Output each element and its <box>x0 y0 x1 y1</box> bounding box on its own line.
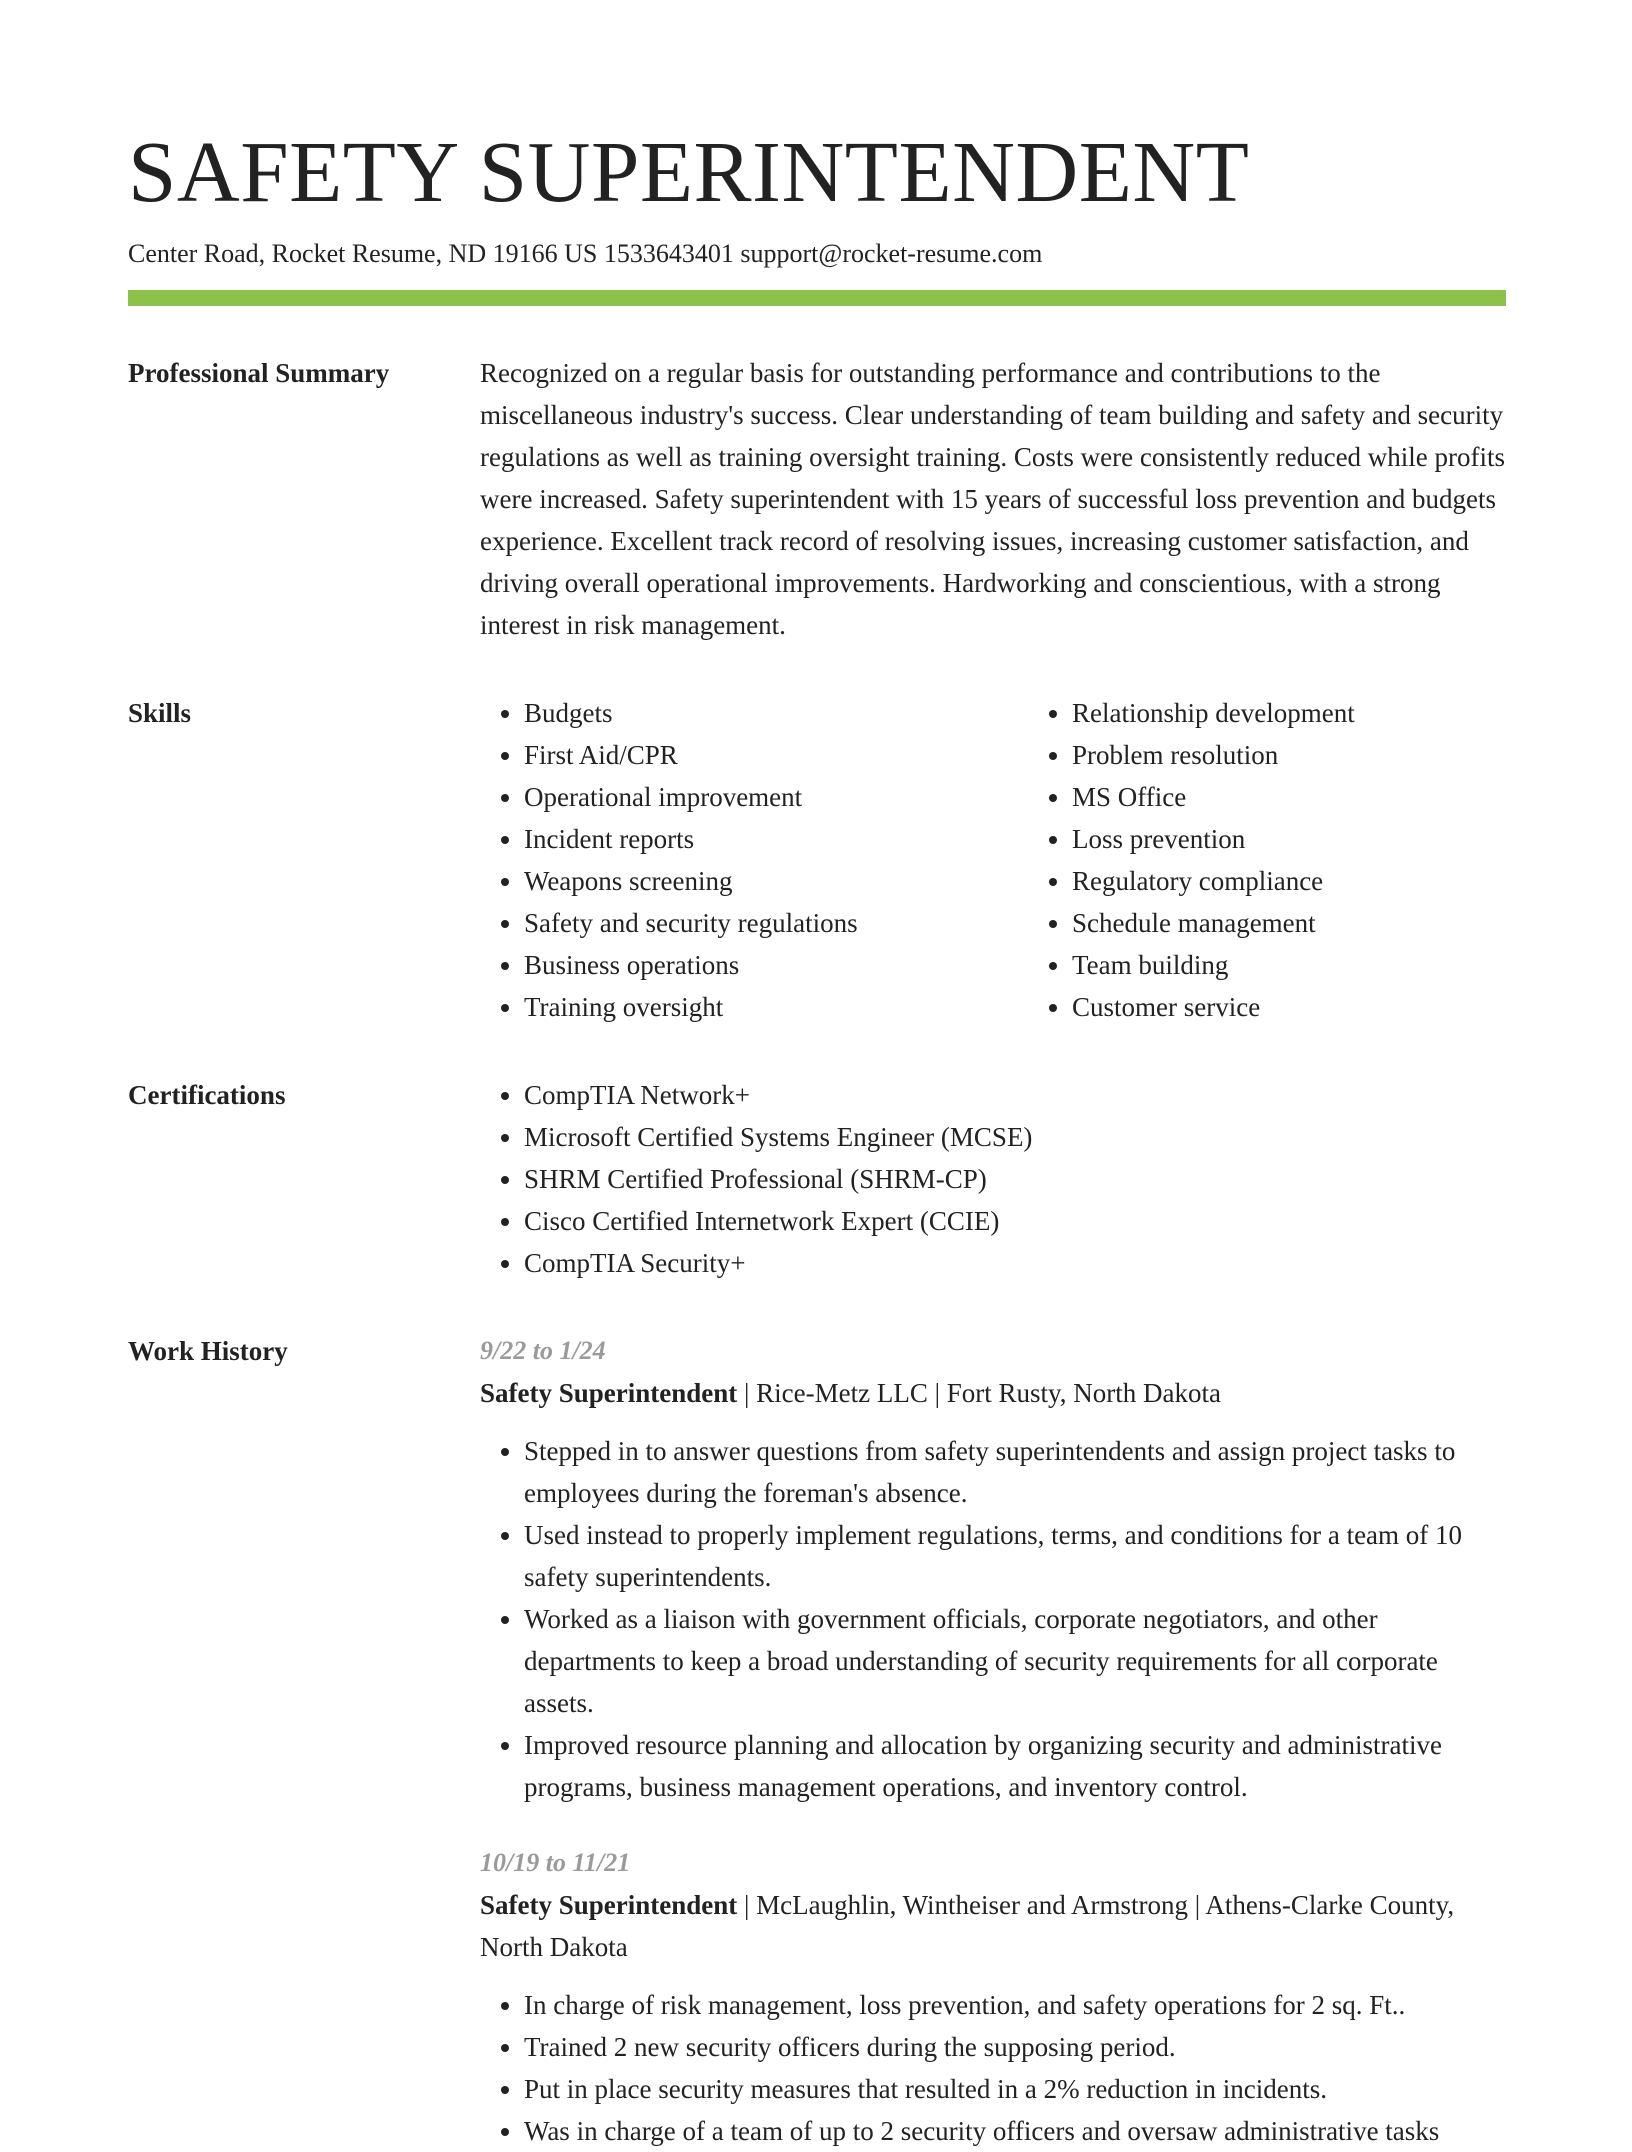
certification-item: • CompTIA Network+ <box>524 1074 1506 1116</box>
certification-item: • Microsoft Certified Systems Engineer (MCSE) <box>524 1116 1506 1158</box>
section-title-summary: Professional Summary <box>128 358 390 388</box>
skill-item: • First Aid/CPR <box>524 734 1028 776</box>
contact-info: Center Road, Rocket Resume, ND 19166 US 1533643401 support@rocket-resume.com <box>128 239 1043 268</box>
certifications-body <box>480 1074 1506 1284</box>
skill-item: • Team building <box>1072 944 1576 986</box>
job-date: 10/19 to 11/21 <box>480 1848 631 1877</box>
job-entry <box>480 1330 1506 1808</box>
job-bullets <box>480 1430 1506 1808</box>
skill-item: • Operational improvement <box>524 776 1028 818</box>
job-bullet: • Was in charge of a team of up to 2 security officers and oversaw administrative tasks <box>524 2110 1506 2152</box>
certification-item: • SHRM Certified Professional (SHRM-CP) <box>524 1158 1506 1200</box>
skill-item: • Problem resolution <box>1072 734 1576 776</box>
skills-column-2 <box>1028 692 1576 1028</box>
job-bullets <box>480 1984 1506 2152</box>
job-bullet: • Put in place security measures that resulted in a 2% reduction in incidents. <box>524 2068 1506 2110</box>
job-bullet: • Stepped in to answer questions from safety superintendents and assign project tasks to employees during the foreman's absence. <box>524 1430 1506 1514</box>
accent-divider <box>128 290 1506 306</box>
job-title-line <box>480 1884 1506 1968</box>
skills-column-1 <box>480 692 1028 1028</box>
work-history-section <box>128 1330 1506 2152</box>
resume-page <box>128 118 1506 2152</box>
skill-item: • Budgets <box>524 692 1028 734</box>
job-date: 9/22 to 1/24 <box>480 1336 606 1365</box>
section-title-work-history: Work History <box>128 1336 288 1366</box>
skill-item: • Incident reports <box>524 818 1028 860</box>
job-bullet: • Trained 2 new security officers during the supposing period. <box>524 2026 1506 2068</box>
skills-section <box>128 692 1506 1028</box>
resume-name: SAFETY SUPERINTENDENT <box>128 123 1250 220</box>
job-bullet: • Improved resource planning and allocation by organizing security and administrative programs, business management operations, and inventory control. <box>524 1724 1506 1808</box>
certifications-list <box>480 1074 1506 1284</box>
section-title-skills: Skills <box>128 698 192 728</box>
skill-item: • Relationship development <box>1072 692 1576 734</box>
job-entry <box>480 1842 1506 2152</box>
skill-item: • Loss prevention <box>1072 818 1576 860</box>
skill-item: • Training oversight <box>524 986 1028 1028</box>
summary-body <box>480 352 1506 646</box>
skill-item: • Customer service <box>1072 986 1576 1028</box>
certifications-section <box>128 1074 1506 1284</box>
summary-section <box>128 352 1506 646</box>
section-title-certifications: Certifications <box>128 1080 286 1110</box>
job-bullet: • Used instead to properly implement regulations, terms, and conditions for a team of 10 safety superintendents. <box>524 1514 1506 1598</box>
skill-item: • Safety and security regulations <box>524 902 1028 944</box>
certification-item: • Cisco Certified Internetwork Expert (CCIE) <box>524 1200 1506 1242</box>
job-title: Safety Superintendent <box>480 1378 738 1408</box>
work-history-body <box>480 1330 1506 2152</box>
skill-item: • MS Office <box>1072 776 1576 818</box>
skill-item: • Business operations <box>524 944 1028 986</box>
skill-item: • Regulatory compliance <box>1072 860 1576 902</box>
skill-item: • Schedule management <box>1072 902 1576 944</box>
certification-item: • CompTIA Security+ <box>524 1242 1506 1284</box>
skills-grid <box>480 692 1576 1028</box>
job-employer-location: | McLaughlin, Wintheiser and Armstrong | Athens-Clarke County, North Dakota <box>480 1890 1455 1962</box>
job-title: Safety Superintendent <box>480 1890 738 1920</box>
job-employer-location: | Rice-Metz LLC | Fort Rusty, North Dakota <box>737 1378 1221 1408</box>
job-bullet: • In charge of risk management, loss prevention, and safety operations for 2 sq. Ft.. <box>524 1984 1506 2026</box>
summary-text: Recognized on a regular basis for outstanding performance and contributions to the miscellaneous industry's success. Clear understanding of team building and safety and security regulations as well as training oversight training. Costs were consistently reduced while profits were increased. Safety superintendent with 15 years of successful loss prevention and budgets experience. Excellent track record of resolving issues, increasing customer satisfaction, and driving overall operational improvements. Hardworking and conscientious, with a strong interest in risk management. <box>480 358 1506 640</box>
job-bullet: • Worked as a liaison with government officials, corporate negotiators, and other departments to keep a broad understanding of security requirements for all corporate assets. <box>524 1598 1506 1724</box>
job-title-line <box>480 1372 1506 1414</box>
skill-item: • Weapons screening <box>524 860 1028 902</box>
